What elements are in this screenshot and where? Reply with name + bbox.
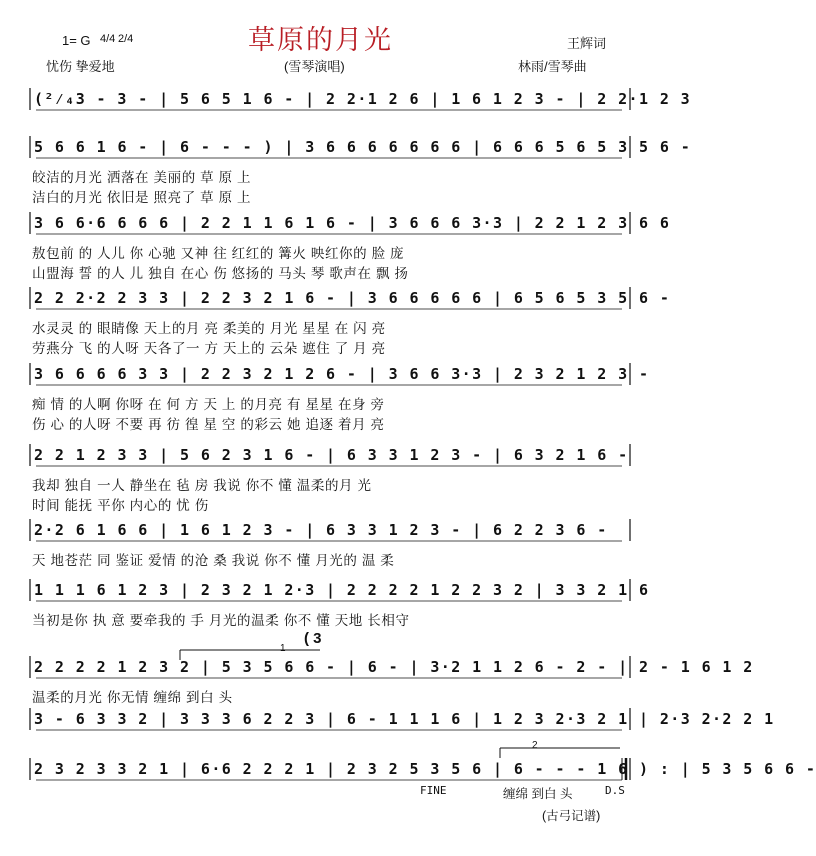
lyricist-credit: 王辉词 [567, 36, 607, 51]
notation-row: 2 2 2·2 2 3 3 | 2 2 3 2 1 6 - | 3 6 6 6 6 6 | 6 5 6 5 3 5 6 - [34, 289, 671, 307]
volta-second-label: 2 [532, 740, 538, 751]
lyric-line: 敖包前 的 人儿 你 心驰 又神 往 红红的 篝火 映红你的 脸 庞 [32, 246, 405, 261]
lyric-line: 温柔的月光 你无情 缠绵 到白 头 [32, 690, 233, 705]
lyric-line: 山盟海 誓 的人 儿 独自 在心 伤 悠扬的 马头 琴 歌声在 飘 扬 [32, 266, 409, 281]
notation-row: 2 3 2 3 3 2 1 | 6·6 2 2 2 1 | 2 3 2 5 3 5 6 | 6 - - - 1 6 ) : | 5 3 5 6 6 - [34, 760, 816, 778]
lyric-line: 当初是你 执 意 要牵我的 手 月光的温柔 你不 懂 天地 长相守 [32, 613, 410, 628]
lyric-line: 天 地苍茫 同 鉴证 爱情 的沧 桑 我说 你不 懂 月光的 温 柔 [32, 553, 395, 568]
notation-row: 3 6 6 6 6 3 3 | 2 2 3 2 1 2 6 - | 3 6 6 3·3 | 2 3 2 1 2 3 - [34, 365, 650, 383]
notation-row: 2·2 6 1 6 6 | 1 6 1 2 3 - | 6 3 3 1 2 3 - | 6 2 2 3 6 - [34, 521, 608, 539]
lyric-line: 痴 情 的人啊 你呀 在 何 方 天 上 的月亮 有 星星 在身 旁 [32, 397, 385, 412]
composer-credit: 林雨/雪琴曲 [518, 59, 587, 74]
transcriber-credit: (古弓记谱) [542, 809, 601, 823]
performer-credit: (雪琴演唱) [284, 59, 345, 74]
volta-first-label: 1 [280, 643, 286, 654]
notation-row: 3 - 6 3 3 2 | 3 3 3 6 2 2 3 | 6 - 1 1 1 6 | 1 2 3 2·3 2 1 | 2·3 2·2 2 1 [34, 710, 775, 728]
lyric-line: 水灵灵 的 眼睛像 天上的月 亮 柔美的 月光 星星 在 闪 亮 [32, 321, 386, 336]
ds-marking: D.S [605, 784, 625, 797]
ending-lyric: 缠绵 到白 头 [503, 787, 573, 801]
lyric-line: 劳燕分 飞 的人呀 天各了一 方 天上的 云朵 遮住 了 月 亮 [32, 341, 386, 356]
time-signature-b: 2/4 [118, 33, 134, 45]
lyric-line: 皎洁的月光 洒落在 美丽的 草 原 上 [32, 170, 252, 185]
notation-row: 2 2 2 2 1 2 3 2 | 5 3 5 6 6 - | 6 - | 3·2 1 1 2 6 - 2 - | 2 - 1 6 1 2 [34, 658, 754, 676]
volta-bracket-note: ( 3 [304, 630, 322, 647]
mood-marking: 忧伤 挚爱地 [46, 59, 115, 74]
notation-row: 1 1 1 6 1 2 3 | 2 3 2 1 2·3 | 2 2 2 2 1 2 2 3 2 | 3 3 2 1 6 [34, 581, 650, 599]
lyric-line: 洁白的月光 依旧是 照亮了 草 原 上 [32, 190, 252, 205]
key-signature: 1= G [62, 33, 91, 48]
song-title: 草原的月光 [248, 25, 393, 56]
lyric-line: 时间 能抚 平你 内心的 忧 伤 [32, 498, 209, 513]
notation-row: 5 6 6 1 6 - | 6 - - - ) | 3 6 6 6 6 6 6 6 | 6 6 6 5 6 5 3 5 6 - [34, 138, 692, 156]
notation-row: (²⁄₄3 - 3 - | 5 6 5 1 6 - | 2 2·1 2 6 | 1 6 1 2 3 - | 2 2·1 2 3 [34, 90, 692, 108]
lyric-line: 伤 心 的人呀 不要 再 彷 徨 星 空 的彩云 她 追逐 着月 亮 [32, 417, 385, 432]
lyric-line: 我却 独自 一人 静坐在 毡 房 我说 你不 懂 温柔的月 光 [32, 478, 372, 493]
time-signature-a: 4/4 [100, 33, 116, 45]
notation-row: 3 6 6·6 6 6 6 | 2 2 1 1 6 1 6 - | 3 6 6 6 3·3 | 2 2 1 2 3 6 6 [34, 214, 671, 232]
fine-marking: FINE [420, 784, 447, 797]
notation-row: 2 2 1 2 3 3 | 5 6 2 3 1 6 - | 6 3 3 1 2 3 - | 6 3 2 1 6 - [34, 446, 629, 464]
